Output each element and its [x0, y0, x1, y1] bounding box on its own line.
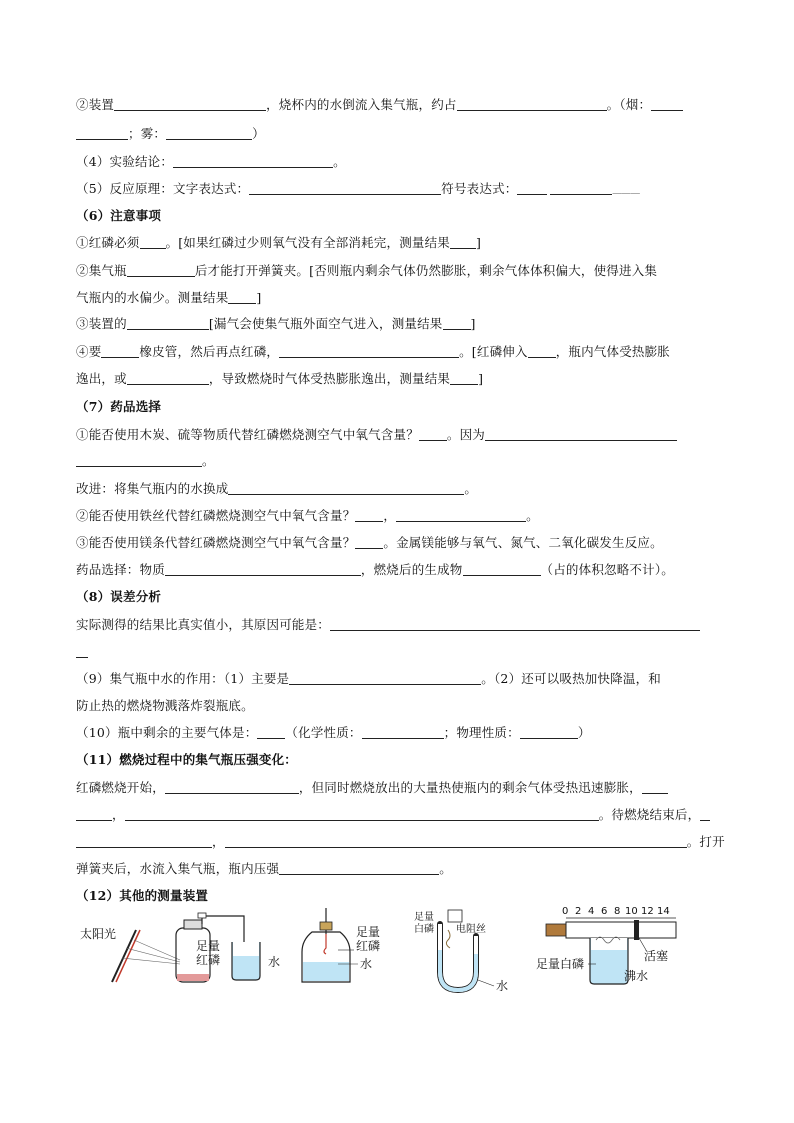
blank[interactable] — [289, 672, 481, 685]
blank[interactable] — [114, 98, 266, 111]
lens-edge-icon — [116, 930, 140, 982]
blank[interactable] — [140, 236, 166, 249]
line-pressure-4: 弹簧夹后，水流入集气瓶，瓶内压强 。 — [76, 861, 452, 876]
label-phos-1b: 红磷 — [196, 953, 221, 967]
blank[interactable] — [101, 345, 139, 358]
blank[interactable] — [228, 482, 464, 495]
blank[interactable] — [173, 155, 333, 168]
blank[interactable] — [457, 98, 607, 111]
line-reagent-choice: 药品选择：物质 ，燃烧后的生成物 （占的体积忽略不计）。 — [76, 562, 674, 577]
line-pressure-2: ， 。待燃烧结束后， — [76, 807, 716, 823]
tick-label: 2 — [575, 906, 582, 917]
line-device-water: ②装置 ，烧杯内的水倒流入集气瓶，约占 。（烟： — [76, 97, 716, 113]
blank[interactable] — [165, 781, 299, 794]
line-reagent-1b: 。 — [76, 453, 716, 469]
label-phos-1a: 足量 — [196, 939, 221, 953]
resistor-wire-icon — [446, 930, 450, 948]
tick-label: 10 — [625, 906, 638, 917]
line-error-b — [76, 644, 716, 660]
blank[interactable] — [249, 182, 441, 195]
line-note-4b: 逸出，或 ，导致燃烧时气体受热膨胀逸出，测量结果 ] — [76, 371, 484, 386]
wire-clip-icon — [448, 910, 462, 922]
blank[interactable] — [355, 536, 383, 549]
blank[interactable] — [419, 428, 447, 441]
line-note-4: ④要 橡皮管，然后再点红磷， 。[红磷伸入 ，瓶内气体受热膨胀 — [76, 344, 670, 359]
line-note-2: ②集气瓶 后才能打开弹簧夹。[否则瓶内剩余气体仍然膨胀，剩余气体体积偏大，使得进入集 — [76, 263, 658, 278]
blank[interactable] — [76, 454, 202, 467]
blank[interactable] — [76, 645, 88, 658]
blank[interactable] — [127, 264, 195, 277]
figure-u-tube-apparatus — [414, 910, 508, 993]
blank[interactable] — [450, 236, 476, 249]
tick-label: 0 — [562, 906, 569, 917]
blank[interactable] — [355, 509, 383, 522]
blank[interactable] — [228, 291, 256, 304]
blank[interactable] — [165, 563, 361, 576]
blank[interactable] — [257, 726, 285, 739]
label-resistor-wire: 电阻丝 — [456, 924, 486, 935]
line-pressure-1: 红磷燃烧开始， ，但同时燃烧放出的大量热使瓶内的剩余气体受热迅速膨胀， — [76, 780, 716, 796]
label-phos-3b: 白磷 — [414, 924, 434, 935]
blank[interactable] — [450, 372, 478, 385]
label-piston: 活塞 — [644, 949, 669, 963]
blank[interactable] — [76, 835, 212, 848]
blank[interactable] — [520, 726, 578, 739]
line-reaction: （5）反应原理：文字表达式： 符号表达式： ＿＿＿ — [76, 181, 641, 196]
blank[interactable] — [330, 618, 700, 631]
tick-label: 6 — [601, 906, 608, 917]
blank[interactable] — [528, 345, 556, 358]
figure-syringe-apparatus — [536, 906, 676, 984]
blank[interactable] — [225, 835, 687, 848]
blank[interactable] — [279, 862, 439, 875]
label-water-1: 水 — [268, 955, 281, 969]
label-water-2: 水 — [360, 957, 373, 971]
phosphorus-spoon-icon — [324, 934, 326, 954]
water-level-icon — [303, 962, 349, 981]
blank[interactable] — [127, 372, 209, 385]
scale-ticks — [562, 906, 670, 917]
section-pressure: （11）燃烧过程中的集气瓶压强变化： — [76, 752, 297, 767]
section-notes: （6）注意事项 — [76, 208, 162, 223]
section-reagents: （7）药品选择 — [76, 399, 162, 414]
apparatus-svg — [76, 900, 716, 1000]
blank[interactable] — [166, 127, 252, 140]
line-smoke-fog: ；雾： ） — [76, 126, 716, 142]
line-improvement: 改进：将集气瓶内的水换成 。 — [76, 481, 478, 496]
blank[interactable] — [700, 808, 710, 821]
blank[interactable] — [651, 98, 683, 111]
tick-label: 12 — [641, 906, 654, 917]
line-reagent-3: ③能否使用镁条代替红磷燃烧测空气中氧气含量？ 。金属镁能够与氧气、氮气、二氧化碳发生反应。 — [76, 535, 663, 550]
blank[interactable] — [463, 563, 541, 576]
clamp-icon — [198, 913, 206, 918]
blank[interactable] — [443, 317, 471, 330]
label-water-3: 水 — [496, 979, 509, 993]
figure-sunlight-apparatus — [80, 913, 280, 982]
line-water-role: （9）集气瓶中水的作用：（1）主要是 。（2）还可以吸热加快降温，和 — [76, 671, 661, 686]
blank[interactable] — [550, 182, 612, 195]
blank[interactable] — [127, 317, 209, 330]
blank[interactable] — [279, 345, 459, 358]
tick-label: 8 — [614, 906, 621, 917]
line-reagent-2: ②能否使用铁丝代替红磷燃烧测空气中氧气含量？ ， 。 — [76, 508, 539, 523]
blank[interactable] — [125, 808, 599, 821]
line-note-1: ①红磷必须 。[如果红磷过少则氧气没有全部消耗完，测量结果 ] — [76, 235, 482, 250]
blank[interactable] — [76, 127, 128, 140]
label-boiling-water: 沸水 — [624, 969, 649, 983]
section-error: （8）误差分析 — [76, 589, 162, 604]
line-conclusion: （4）实验结论： 。 — [76, 154, 346, 169]
line-remaining-gas: （10）瓶中剩余的主要气体是： （化学性质： ；物理性质： ） — [76, 725, 591, 740]
blank[interactable] — [642, 781, 668, 794]
line-error: 实际测得的结果比真实值小，其原因可能是： — [76, 617, 716, 633]
u-tube-water-icon — [440, 950, 476, 990]
section-other-devices: （12）其他的测量装置 — [76, 888, 209, 903]
stopper-icon — [320, 922, 332, 930]
line-reagent-1: ①能否使用木炭、硫等物质代替红磷燃烧测空气中氧气含量？ 。因为 — [76, 427, 716, 443]
label-white-phosphorus: 足量白磷 — [536, 957, 585, 971]
figure-jar-apparatus — [302, 908, 380, 982]
blank[interactable] — [76, 808, 112, 821]
red-phosphorus-icon — [177, 974, 209, 981]
label-phos-2b: 红磷 — [356, 939, 381, 953]
stopper-icon — [184, 920, 202, 929]
blank[interactable] — [396, 509, 526, 522]
blank[interactable] — [485, 428, 677, 441]
syringe-barrel-icon — [566, 922, 676, 938]
line-note-2b: 气瓶内的水偏少。测量结果 ] — [76, 290, 262, 305]
tick-label: 4 — [588, 906, 595, 917]
blank[interactable] — [362, 726, 444, 739]
syringe-stopper-icon — [546, 924, 568, 936]
label-phos-3a: 足量 — [414, 912, 434, 923]
label-phos-2a: 足量 — [356, 925, 381, 939]
label-sunlight: 太阳光 — [80, 927, 117, 941]
blank[interactable] — [517, 182, 547, 195]
apparatus-figures — [76, 900, 716, 1000]
line-water-role-b: 防止热的燃烧物溅落炸裂瓶底。 — [76, 698, 254, 713]
piston-icon — [634, 920, 639, 940]
line-pressure-3: ， 。打开 — [76, 834, 716, 850]
tick-label: 14 — [657, 906, 670, 917]
line-note-3: ③装置的 [漏气会使集气瓶外面空气进入，测量结果 ] — [76, 316, 476, 331]
